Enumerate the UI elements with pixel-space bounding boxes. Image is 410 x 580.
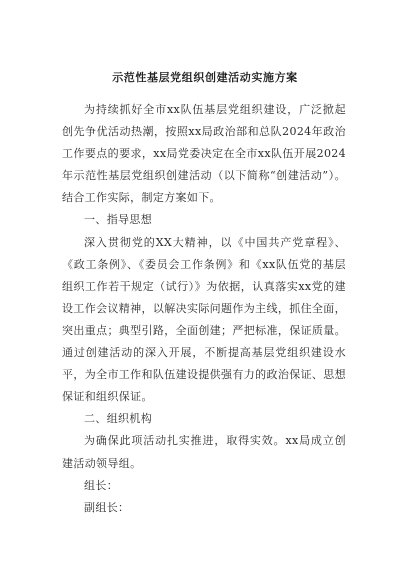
organization-paragraph: 为确保此项活动扎实推进，取得实效。xx局成立创建活动领导组。	[62, 434, 346, 470]
document-title: 示范性基层党组织创建活动实施方案	[112, 71, 298, 84]
intro-paragraph: 为持续抓好全市xx队伍基层党组织建设，广泛掀起创先争优活动热潮，按照xx局政治部和总队2024年政治工作要点的要求，xx局党委决定在全市xx队伍开展2024年示范性基层党组织创建活动（以下简称“创建活动”）。结合工作实际，制定方案如下。	[62, 103, 346, 205]
section-heading-guiding-ideology: 一、指导思想	[84, 213, 153, 227]
section-heading-organization: 二、组织机构	[84, 412, 153, 426]
document-body	[62, 99, 346, 519]
leader-line: 组长：	[84, 478, 119, 492]
guiding-ideology-paragraph: 深入贯彻党的XX大精神，以《中国共产党章程》、《政工条例》、《委员会工作条例》和《xx队伍党的基层组织工作若干规定（试行）》为依据，认真落实xx党的建设工作会议精神，以解决实际问题作为主线，抓住全面，突出重点；典型引路，全面创建；严把标准，保证质量。通过创建活动的深入开展，不断提高基层党组织建设水平，为全市工作和队伍建设提供强有力的政治保证、思想保证和组织保证。	[62, 235, 346, 404]
deputy-leader-line: 副组长：	[84, 500, 130, 514]
